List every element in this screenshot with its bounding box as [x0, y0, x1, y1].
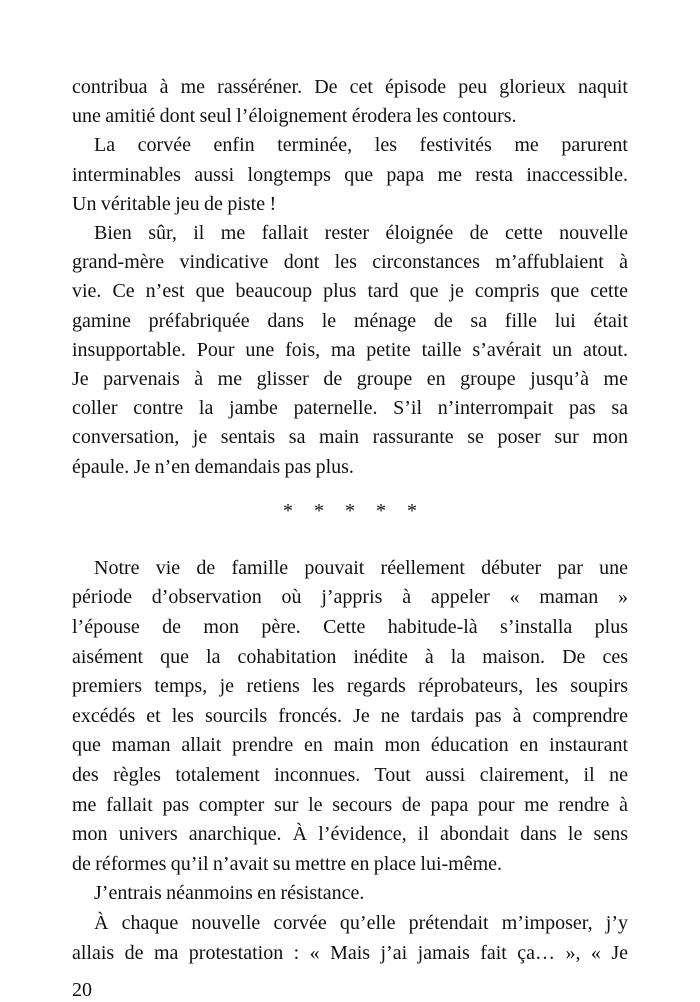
text-line: gamine préfabriquée dans le ménage de sa fille lui était — [72, 309, 628, 332]
text-line: excédés et les sourcils froncés. Je ne tardais pas à comprendre — [72, 704, 628, 727]
paragraph — [72, 73, 628, 131]
text-line: Je parvenais à me glisser de groupe en groupe jusqu’à me — [72, 368, 628, 391]
paragraph — [72, 554, 628, 880]
text-line: Un véritable jeu de piste ! — [72, 192, 277, 215]
text-line: que maman allait prendre en main mon éducation en instaurant — [72, 734, 628, 757]
text-line: Bien sûr, il me fallait rester éloignée de cette nouvelle — [94, 222, 628, 245]
text-line: l’épouse de mon père. Cette habitude-là s’installa plus — [72, 616, 628, 639]
text-line: grand-mère vindicative dont les circonstances m’affublaient à — [72, 251, 628, 274]
text-section-2 — [72, 554, 628, 968]
text-line: premiers temps, je retiens les regards réprobateurs, les soupirs — [72, 675, 628, 698]
text-line: contribua à me rasséréner. De cet épisode peu glorieux naquit — [72, 76, 628, 98]
text-line: allais de ma protestation : « Mais j’ai jamais fait ça… », « Je — [72, 941, 628, 964]
text-line: J’entrais néanmoins en résistance. — [94, 882, 365, 905]
section-separator: * * * * * — [283, 499, 417, 522]
text-line: épaule. Je n’en demandais pas plus. — [72, 455, 354, 478]
text-line: La corvée enfin terminée, les festivités me parurent — [94, 134, 628, 157]
text-line: coller contre la jambe paternelle. S’il n’interrompait pas sa — [72, 397, 628, 420]
text-line: me fallait pas compter sur le secours de papa pour me rendre à — [72, 793, 628, 816]
text-line: insupportable. Pour une fois, ma petite taille s’avérait un atout. — [72, 338, 628, 361]
text-line: de réformes qu’il n’avait su mettre en place lui-même. — [72, 852, 503, 875]
text-line: vie. Ce n’est que beaucoup plus tard que je compris que cette — [72, 280, 628, 303]
text-line: interminables aussi longtemps que papa me resta inaccessible. — [72, 163, 628, 186]
text-line: aisément que la cohabitation inédite à la maison. De ces — [72, 645, 628, 668]
paragraph — [72, 131, 628, 219]
text-line: période d’observation où j’appris à appeler « maman » — [72, 586, 628, 609]
text-line: des règles totalement inconnues. Tout aussi clairement, il ne — [72, 764, 628, 786]
text-line: À chaque nouvelle corvée qu’elle prétendait m’imposer, j’y — [94, 911, 628, 934]
page-number: 20 — [72, 979, 92, 1002]
text-line: une amitié dont seul l’éloignement érodera les contours. — [72, 105, 517, 128]
paragraph — [72, 219, 628, 482]
paragraph — [72, 909, 628, 968]
text-section-1 — [72, 73, 628, 482]
text-line: Notre vie de famille pouvait réellement débuter par une — [94, 556, 628, 579]
text-line: mon univers anarchique. À l’évidence, il abondait dans le sens — [72, 823, 628, 846]
paragraph — [72, 879, 628, 909]
text-line: conversation, je sentais sa main rassurante se poser sur mon — [72, 426, 628, 449]
